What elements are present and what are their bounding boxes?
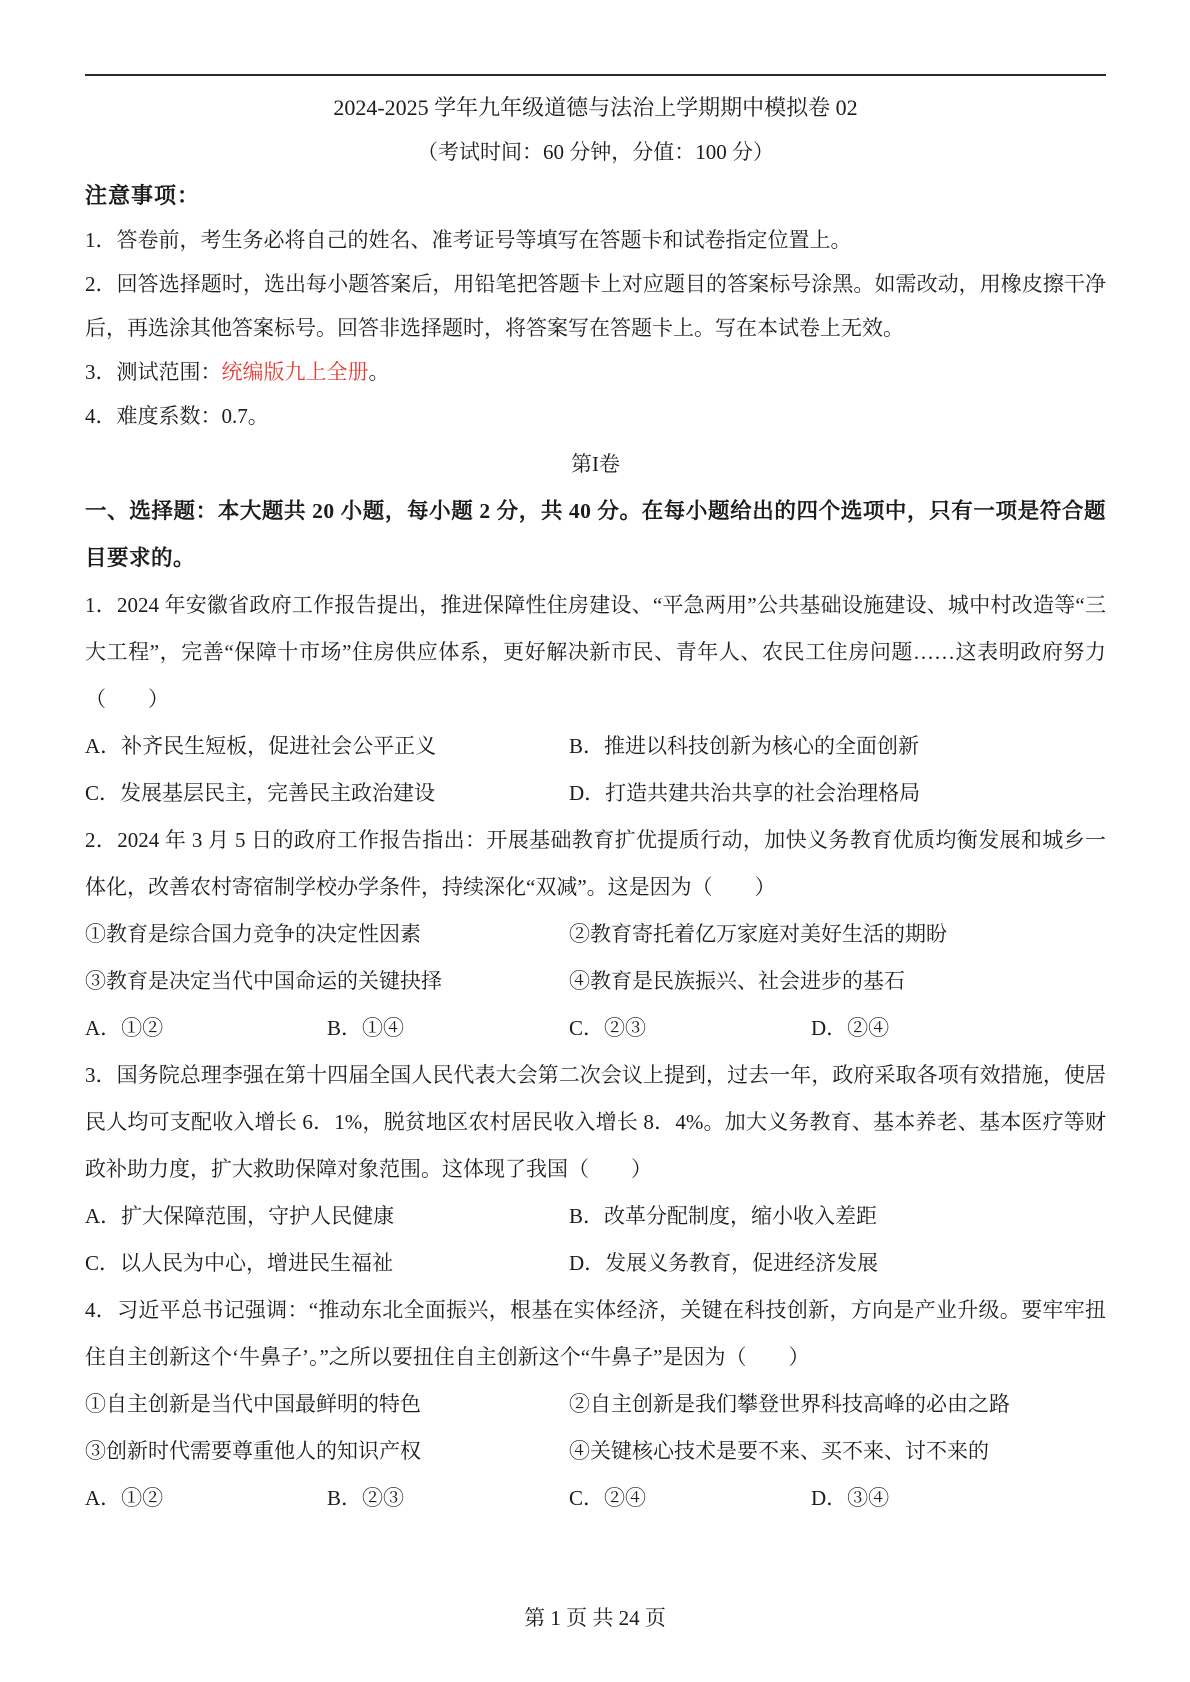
question-1-option-c: C．发展基层民主，完善民主政治建设	[85, 781, 436, 805]
question-4-answer-d: D．③④	[811, 1486, 890, 1510]
question-1-options-row-ab	[85, 723, 1106, 770]
notice-heading: 注意事项：	[85, 183, 201, 208]
page-footer: 第 1 页 共 24 页	[524, 1606, 666, 1630]
page-title: 2024-2025 学年九年级道德与法治上学期期中模拟卷 02	[333, 95, 858, 120]
question-1-option-b: B．推进以科技创新为核心的全面创新	[569, 734, 920, 758]
question-3-option-a: A．扩大保障范围，守护人民健康	[85, 1204, 395, 1228]
question-2-statement-2: ②教育寄托着亿万家庭对美好生活的期盼	[569, 922, 947, 946]
question-2-statement-1: ①教育是综合国力竞争的决定性因素	[85, 922, 421, 946]
question-3-options-row-ab	[85, 1193, 1106, 1240]
question-2-statement-3: ③教育是决定当代中国命运的关键抉择	[85, 969, 442, 993]
question-3	[85, 1052, 1106, 1287]
question-1-option-d: D．打造共建共治共享的社会治理格局	[569, 781, 921, 805]
notice-item-3-scope-highlight: 统编版九上全册	[221, 360, 369, 384]
notice-item-1: 1．答卷前，考生务必将自己的姓名、准考证号等填写在答题卡和试卷指定位置上。	[85, 228, 852, 252]
question-1-option-a: A．补齐民生短板，促进社会公平正义	[85, 734, 437, 758]
question-2-stem: 2．2024 年 3 月 5 日的政府工作报告指出：开展基础教育扩优提质行动，加快义务教育优质均衡发展和城乡一体化，改善农村寄宿制学校办学条件，持续深化“双减”。这是因为（ ）	[85, 828, 1106, 899]
question-3-option-d: D．发展义务教育，促进经济发展	[569, 1251, 879, 1275]
question-4-statement-1: ①自主创新是当代中国最鲜明的特色	[85, 1392, 421, 1416]
question-2-answer-c: C．②③	[569, 1016, 647, 1040]
question-2-answer-d: D．②④	[811, 1016, 890, 1040]
notice-item-3	[85, 350, 1106, 394]
notice-item-2: 2．回答选择题时，选出每小题答案后，用铅笔把答题卡上对应题目的答案标号涂黑。如需改动，用橡皮擦干净后，再选涂其他答案标号。回答非选择题时，将答案写在答题卡上。写在本试卷上无效。	[85, 272, 1106, 340]
question-1-options-row-cd	[85, 770, 1106, 817]
notice-item-3-suffix: 。	[368, 360, 390, 384]
section-heading: 一、选择题：本大题共 20 小题，每小题 2 分，共 40 分。在每小题给出的四个选项中，只有一项是符合题目要求的。	[85, 499, 1106, 570]
exam-meta: （考试时间：60 分钟，分值：100 分）	[417, 140, 774, 164]
question-2-statement-4: ④教育是民族振兴、社会进步的基石	[569, 969, 905, 993]
question-4-answer-b: B．②③	[327, 1486, 405, 1510]
question-4-statements-row-34	[85, 1428, 1106, 1475]
question-4-answer-a: A．①②	[85, 1486, 164, 1510]
notice-item-4: 4．难度系数：0.7。	[85, 404, 269, 428]
question-2-statements-row-34	[85, 958, 1106, 1005]
question-3-option-b: B．改革分配制度，缩小收入差距	[569, 1204, 878, 1228]
page-content	[85, 74, 1106, 1522]
header-rule	[85, 74, 1106, 76]
notice-item-3-prefix: 3．测试范围：	[85, 360, 222, 384]
question-2	[85, 817, 1106, 1052]
question-4	[85, 1287, 1106, 1522]
question-2-answer-b: B．①④	[327, 1016, 405, 1040]
question-3-option-c: C．以人民为中心，增进民生福祉	[85, 1251, 394, 1275]
question-3-options-row-cd	[85, 1240, 1106, 1287]
question-1-stem: 1．2024 年安徽省政府工作报告提出，推进保障性住房建设、“平急两用”公共基础设施建设、城中村改造等“三大工程”，完善“保障十市场”住房供应体系，更好解决新市民、青年人、农民工住房问题……这表明政府努力（ ）	[85, 593, 1106, 711]
question-2-answers-row	[85, 1005, 1106, 1052]
question-4-statements-row-12	[85, 1381, 1106, 1428]
question-4-answer-c: C．②④	[569, 1486, 647, 1510]
question-4-statement-4: ④关键核心技术是要不来、买不来、讨不来的	[569, 1439, 989, 1463]
question-2-statements-row-12	[85, 911, 1106, 958]
volume-label: 第I卷	[571, 452, 620, 476]
question-2-answer-a: A．①②	[85, 1016, 164, 1040]
question-4-statement-3: ③创新时代需要尊重他人的知识产权	[85, 1439, 421, 1463]
question-3-stem: 3．国务院总理李强在第十四届全国人民代表大会第二次会议上提到，过去一年，政府采取各项有效措施，使居民人均可支配收入增长 6．1%，脱贫地区农村居民收入增长 8．4%。加大义务教育、基本养老、基本医疗等财政补助力度，扩大救助保障对象范围。这体现了我国（ ）	[85, 1063, 1106, 1181]
question-1	[85, 582, 1106, 817]
question-4-answers-row	[85, 1475, 1106, 1522]
question-4-stem: 4．习近平总书记强调：“推动东北全面振兴，根基在实体经济，关键在科技创新，方向是产业升级。要牢牢扭住自主创新这个‘牛鼻子’。”之所以要扭住自主创新这个“牛鼻子”是因为（ ）	[85, 1298, 1106, 1369]
question-4-statement-2: ②自主创新是我们攀登世界科技高峰的必由之路	[569, 1392, 1010, 1416]
notice-section	[85, 174, 1106, 438]
